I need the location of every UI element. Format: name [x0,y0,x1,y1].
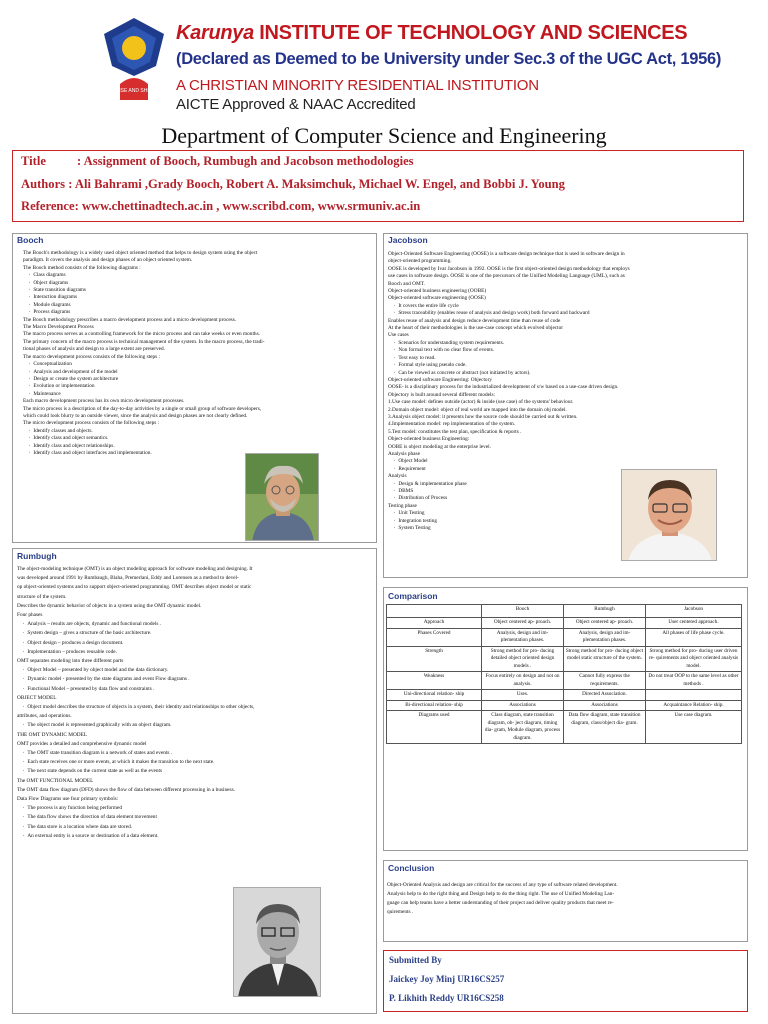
text-line: Testing phase [388,502,417,509]
authors-value: : Ali Bahrami ,Grady Booch, Robert A. Maksimchuk, Michael W. Engel, and Bobbi J. Young [68,177,565,191]
comparison-cell: Uses. [482,690,564,701]
comparison-cell: Use case diagram. [646,711,742,744]
text-line: ∙ State transition diagrams [23,287,375,294]
logo-text: ARISE AND SHINE [112,88,156,94]
text-line: ∙ The object model is represented graphically with an object diagram. [17,721,375,730]
text-line: The object-modeling technique (OMT) is an object modeling approach for software modeling and designing. It [17,566,253,572]
text-line: OBJECT MODEL [17,694,57,701]
text-line: ∙ Stress traceability (enables reuse of analysis and design work) both forward and backward [388,310,746,317]
text-line: ∙ Identify classes and objects. [23,428,375,435]
submitted-by-box [383,950,748,1012]
text-line: ∙ Each state receives one or more events, at which it makes the transition to the next state. [17,758,375,767]
comparison-cell: Analysis, design and im- plementation phases. [482,628,564,646]
institute-logo [98,14,170,104]
comparison-cell: Object centered ap- proach. [482,618,564,629]
text-line: ∙ Non formal text with no clear flow of events. [388,347,746,354]
text-line: ∙ Module diagrams [23,302,375,309]
comparison-cell: Do not treat OOP to the same level as other methods . [646,672,742,690]
text-line: THE OMT DYNAMIC MODEL [17,731,88,738]
comparison-row-label: Uni-directional relation- ship [387,690,482,701]
text-line: ∙ The OMT state transition diagram is a network of states and events . [17,749,375,758]
text-line: Object-oriented business engineering (OOBE) [388,288,487,295]
comparison-header-row [387,605,742,618]
text-line: guage can help teams have a better understanding of their project and deliver quality products that meet re- [387,900,614,906]
comparison-title: Comparison [388,591,438,601]
deemed-university-line: (Declared as Deemed to be University under Sec.3 of the UGC Act, 1956) [176,50,722,68]
text-line: 5.Test model: constitutes the test plan, specification & reports . [388,428,522,435]
text-line: tional phases of analysis and design to a large extent are preserved. [23,346,165,353]
comparison-cell: Associations [482,700,564,711]
institute-name-rest: INSTITUTE OF TECHNOLOGY AND SCIENCES [259,22,688,44]
text-line: ∙ Analysis and development of the model [23,369,375,376]
comparison-cell [646,690,742,701]
text-line: The OMT data flow diagram (DFD) shows the flow of data between different processing in a business. [17,786,235,793]
text-line: ∙ Distribution of Process [388,495,746,502]
conclusion-body [387,881,747,917]
text-line: ∙ Maintenance [23,391,375,398]
comparison-cell: Object centered ap- proach. [564,618,646,629]
text-line: ∙ Object diagrams [23,280,375,287]
text-line: ∙ Design or create the system architecture [23,376,375,383]
text-line: ∙ An external entity is a source or destination of a data element. [17,832,375,841]
text-line: ∙ Object model describes the structure of objects in a system, their identity and relationships to other objects, [17,703,375,712]
comparison-cell: Strong method for pro- ducing object model static structure of the system. [564,646,646,672]
text-line: ∙ DBMS [388,488,746,495]
text-line: ∙ Requirement [388,466,746,473]
text-line: ∙ System Testing [388,525,746,532]
comparison-cell: User centered approach. [646,618,742,629]
comparison-table-body [387,618,742,744]
text-line: The OMT FUNCTIONAL MODEL [17,777,94,784]
student-one: Jaickey Joy Minj UR16CS257 [389,974,505,984]
text-line: The Macro Development Process [23,324,94,331]
booch-title: Booch [17,235,44,245]
comparison-header-cell [387,605,482,618]
text-line: ∙ Evolution or implementation [23,383,375,390]
comparison-panel [383,587,748,851]
text-line: Each macro development process has its own micro development processes. [23,398,185,405]
text-line: ∙ Formal style using pseudo code. [388,362,746,369]
text-line: OOSE is developed by Ivar Jacobson in 1992. OOSE is the first object-oriented design methodology that employs [388,265,630,272]
text-line: was developed around 1991 by Rumbaugh, Blaha, Premerlani, Eddy and Lorensen as a method to devel- [17,575,239,582]
text-line: Object-oriented software Engineering: Objectory [388,376,492,383]
text-line: Four phases [17,612,43,619]
text-line: Object-Oriented Software Engineering (OOSE) is a software design technique that is used in software design in [388,251,625,257]
comparison-row [387,700,742,711]
comparison-cell: Associations [564,700,646,711]
text-line: At the heart of their methodologies is the use-case concept which evolved objector [388,325,564,332]
rumbugh-title: Rumbugh [17,551,57,561]
comparison-row-label: Phases Covered [387,628,482,646]
text-line: attributes, and operations. [17,713,72,720]
rumbugh-body [17,565,375,841]
title-key: Title [21,154,46,168]
comparison-cell: Strong method for pro- ducing detailed object oriented design models . [482,646,564,672]
comparison-cell: Strong method for pro- ducing user driven re- quirements and object oriented analysis model. [646,646,742,672]
text-line: Object-oriented business Engineering: [388,436,470,443]
text-line: 4.Implementation model: rep implementation of the system. [388,421,516,428]
comparison-row-label: Strength [387,646,482,672]
text-line: Enables reuse of analysis and design reduce development time than reuse of code [388,317,561,324]
text-line: OMT separates modeling into three different parts [17,658,124,665]
text-line: ∙ The process is any function being performed [17,804,375,813]
assignment-title [21,154,414,169]
text-line: Objectory is built around several different models: [388,391,495,398]
ivar-jacobson-photo [621,469,717,561]
text-line: which could look blurry to an outside viewer, since the analysis and design phases are not clearly defined. [23,412,248,419]
student-two: P. Likhith Reddy UR16CS258 [389,993,504,1003]
minority-institution-line: A CHRISTIAN MINORITY RESIDENTIAL INSTITUTION [176,77,539,94]
text-line: The primary concern of the macro process is technical management of the system. In the macro process, the tradi- [23,338,265,345]
text-line: ∙ Dynamic model - presented by the state diagrams and event Flow diagrams . [17,675,375,684]
text-line: 1.Use case model: defines outside (actor) & inside (use case) of the systems' behaviour. [388,399,574,406]
text-line: OOSE- is a disciplinary process for the industrialized development of s/w based on a use-case driven design. [388,384,619,391]
text-line: ∙ Can be viewed as concrete or abstract (not initiated by actors). [388,370,746,377]
text-line: use cases in software design. OOSE is one of the precursors of the Unified Modeling Language (UML), such as [388,273,625,280]
jacobson-panel [383,233,748,578]
booch-panel [12,233,377,543]
rumbaugh-photo [233,887,321,997]
text-line: 2.Domain object model: object of real world are mapped into the domain obj model. [388,406,567,413]
text-line: structure of the system. [17,593,67,600]
text-line: quirements . [387,909,414,915]
accreditation-line: AICTE Approved & NAAC Accredited [176,96,416,113]
text-line: The macro development process consists of the following steps : [23,353,160,360]
assignment-info-box [12,150,744,222]
text-line: Data Flow Diagrams use four primary symbols: [17,796,119,803]
text-line: Object-Oriented Analysis and design are critical for the success of any type of software related development. [387,882,618,888]
text-line: Use cases [388,332,409,339]
text-line: Object-oriented software engineering (OOSE) [388,295,486,302]
submitted-by-label: Submitted By [389,955,442,965]
rumbugh-panel [12,548,377,1014]
text-line: ∙ Implementation – produces reusable code. [17,648,375,657]
text-line: ∙ Text easy to read. [388,355,746,362]
text-line: The Booch methodology prescribes a macro development process and a micro development process. [23,316,237,323]
comparison-row-label: Weakness [387,672,482,690]
text-line: op object-oriented systems and to support object-oriented programming. OMT describes object model or static [17,584,252,591]
grady-booch-photo [245,453,319,541]
text-line: Booch and OMT. [388,280,425,287]
assignment-authors [21,177,565,192]
text-line: The micro process is a description of the day-to-day activities by a single or small group of software developers, [23,405,262,412]
institute-brand: Karunya [176,22,254,44]
text-line: ∙ Interaction diagrams [23,294,375,301]
text-line: Analysis [388,473,407,480]
comparison-row [387,690,742,701]
text-line: ∙ Identify class and object relationships. [23,443,375,450]
jacobson-title: Jacobson [388,235,428,245]
comparison-cell: Directed Association. [564,690,646,701]
comparison-row-label: Approach [387,618,482,629]
comparison-header-cell: Booch [482,605,564,618]
comparison-row [387,646,742,672]
text-line: The macro process serves as a controlling framework for the micro process and can take weeks or even months. [23,331,260,338]
text-line: The Booch's methodology is a widely used object oriented method that helps to design system using the object [23,250,258,256]
text-line: ∙ Conceptualization [23,361,375,368]
comparison-header-cell: Rumbugh [564,605,646,618]
text-line: ∙ Object Model [388,458,746,465]
comparison-row [387,628,742,646]
comparison-cell: Data flow diagram, state transition diagram, class/object dia- gram. [564,711,646,744]
comparison-cell: All phases of life phase cycle. [646,628,742,646]
text-line: OOBE is object modeling at the enterprise level. [388,443,491,450]
text-line: ∙ Object design – produces a design document. [17,639,375,648]
text-line: paradigm. It covers the analysis and design phases of an object oriented system. [23,257,193,264]
text-line: ∙ The next state depends on the current state as well as the events [17,767,375,776]
text-line: ∙ The data store is a location where data are stored. [17,823,375,832]
comparison-row [387,618,742,629]
authors-key: Authors [21,177,66,191]
text-line: Analysis help to do the right thing and Design help to do the thing right. The use of Unified Modeling Lan- [387,891,615,897]
text-line: ∙ The data flow shows the direction of data element movement [17,813,375,822]
text-line: ∙ Identify class and object semantics. [23,435,375,442]
comparison-cell: Class diagram, state transition diagram, ob- ject diagram, timing dia- gram, Module diagram, process diagram. [482,711,564,744]
text-line: The micro development process consists of the following steps : [23,420,160,427]
text-line: Describes the dynamic behavior of objects in a system using the OMT dynamic model. [17,602,202,609]
text-line: ∙ Analysis – results are objects, dynamic and functional models . [17,620,375,629]
department-title: Department of Computer Science and Engineering [161,123,607,148]
text-line: ∙ Integration testing [388,518,746,525]
text-line: 3.Analysis object model: it presents how the source code should be carried out & written. [388,413,578,420]
comparison-header-cell: Jacobson [646,605,742,618]
comparison-row-label: Diagrams used [387,711,482,744]
text-line: ∙ Unit Testing [388,510,746,517]
comparison-cell: Cannot fully express the requirements. [564,672,646,690]
conclusion-title: Conclusion [388,863,435,873]
comparison-cell: Focus entirely on design and not on analysis. [482,672,564,690]
text-line: ∙ Identify class and object interfaces and implementation. [23,450,375,457]
text-line: ∙ Class diagrams [23,272,375,279]
text-line: Analysis phase [388,450,420,457]
comparison-table [386,604,742,744]
institute-name [176,22,687,45]
text-line: ∙ Functional Model – presented by data flow and constraints . [17,685,375,694]
comparison-cell: Analysis, design and im- plementation phases. [564,628,646,646]
assignment-reference: Reference: www.chettinadtech.ac.in , www.scribd.com, www.srmuniv.ac.in [21,199,421,213]
title-value: : Assignment of Booch, Rumbugh and Jacobson methodologies [77,154,414,168]
text-line: ∙ Process diagrams [23,309,375,316]
comparison-row [387,672,742,690]
booch-body [23,250,375,457]
conclusion-panel [383,860,748,942]
text-line: ∙ Design & implementation phase [388,481,746,488]
comparison-cell: Acquaintance Relation- ship. [646,700,742,711]
text-line: ∙ Scenarios for understanding system requirements. [388,340,746,347]
text-line: object-oriented programming. [388,258,452,265]
text-line: ∙ System design – gives a structure of the basic architecture. [17,629,375,638]
comparison-row-label: Bi-directional relation- ship [387,700,482,711]
text-line: ∙ It covers the entire life cycle [388,303,746,310]
text-line: ∙ Object Model – presented by object model and the data dictionary. [17,666,375,675]
text-line: The Booch method consists of the following diagrams : [23,264,141,271]
text-line: OMT provides a detailed and comprehensive dynamic model [17,740,147,747]
comparison-row [387,711,742,744]
